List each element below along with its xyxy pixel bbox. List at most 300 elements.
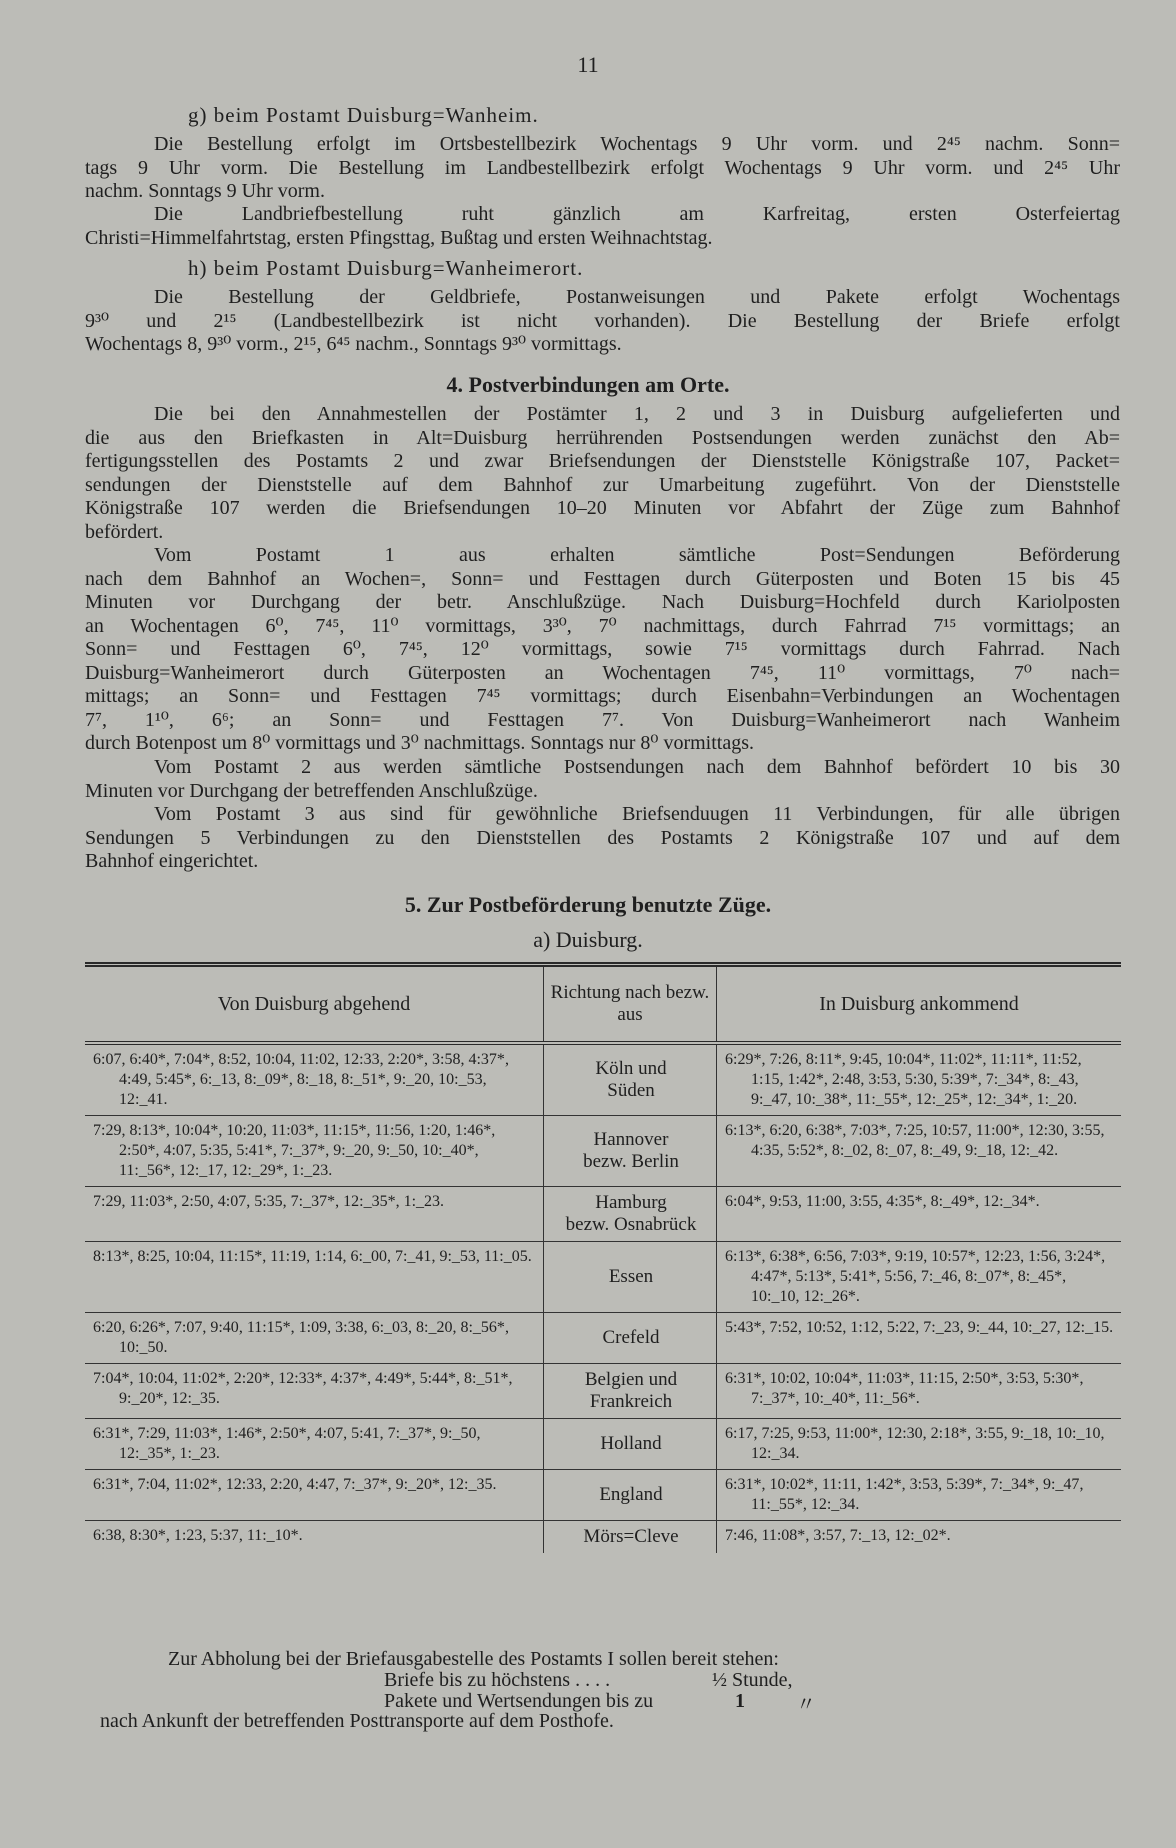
train-time: 5:13* bbox=[795, 1268, 832, 1285]
train-time: 9:_50 bbox=[440, 1425, 477, 1442]
train-time: 12:_34 bbox=[751, 1445, 796, 1462]
train-time: 6:_13 bbox=[199, 1071, 237, 1088]
train-time: 5:56 bbox=[884, 1268, 913, 1285]
direction-label: Holland bbox=[600, 1433, 662, 1454]
train-time: 4:07 bbox=[163, 1142, 192, 1159]
arriving-times: 6:13*, 6:38*, 6:56, 7:03*, 9:19, 10:57*, 12:23, 1:56, 3:24*, 4:47*, 5:13*, 5:41*, 5:56, 7:_46, 8:_07*, 8:_45*, 10:_10, 12:_26*. bbox=[717, 1242, 1122, 1313]
direction-label: Hamburg bbox=[595, 1192, 667, 1213]
train-time: 9:_47 bbox=[1042, 1476, 1080, 1493]
train-time: 11:56 bbox=[374, 1122, 411, 1139]
train-time: 9:_20* bbox=[395, 1476, 441, 1493]
text-line: Duisburg=Wanheimerort durch Güterposten an Wochentagen 7⁴⁵, 11⁰ vormittags, 7⁰ nach= bbox=[85, 661, 1120, 684]
train-time: 6:26* bbox=[129, 1319, 166, 1336]
train-time: 8:11* bbox=[805, 1051, 842, 1068]
departing-times: 7:04*, 10:04, 11:02*, 2:20*, 12:33*, 4:37*, 4:49*, 5:44*, 8:_51*, 9:_20*, 12:_35. bbox=[85, 1364, 544, 1419]
train-time: 1:_23 bbox=[403, 1193, 441, 1210]
train-time: 12:_26* bbox=[803, 1288, 856, 1305]
text-line: 7⁷, 1¹⁰, 6⁶; an Sonn= und Festtagen 7⁷. Von Duisburg=Wanheimerort nach Wanheim bbox=[85, 708, 1120, 731]
text-line: Sendungen 5 Verbindungen zu den Dienststellen des Postamts 2 Königstraße 107 und auf dem bbox=[85, 826, 1120, 849]
train-time: 9:_20* bbox=[119, 1390, 164, 1407]
section-5-heading: 5. Zur Postbeförderung benutzte Züge. bbox=[404, 892, 772, 917]
train-time: 11:00* bbox=[975, 1122, 1020, 1139]
train-time: 12:_42 bbox=[1009, 1142, 1055, 1159]
section-4-heading: 4. Postverbindungen am Orte. bbox=[446, 372, 730, 397]
text-line: nach dem Bahnhof an Wochen=, Sonn= und Festtagen durch Güterposten und Boten 15 bis 45 bbox=[85, 567, 1120, 590]
train-time: 11:_10* bbox=[246, 1527, 299, 1544]
train-time: 7:_41 bbox=[394, 1248, 432, 1265]
train-time: 2:50* bbox=[962, 1370, 999, 1387]
train-time: 11:03* bbox=[129, 1193, 174, 1210]
train-time: 12:_02* bbox=[894, 1527, 947, 1544]
train-time: 10:04* bbox=[173, 1122, 219, 1139]
train-time: 1:46* bbox=[225, 1425, 263, 1442]
train-time: 11:_56* bbox=[863, 1390, 916, 1407]
header-departing: Von Duisburg abgehend bbox=[85, 965, 544, 1044]
departing-times: 6:07, 6:40*, 7:04*, 8:52, 10:04, 11:02, 12:33, 2:20*, 3:58, 4:37*, 4:49, 5:45*, 6:_13, 8:_09*, 8:_18, 8:_51*, 9:_20, 10:_53, 12:_41. bbox=[85, 1043, 544, 1116]
train-time: 7:52 bbox=[769, 1319, 798, 1336]
section-g-paragraph-2 bbox=[85, 203, 1120, 250]
train-time: 11:03* bbox=[866, 1370, 911, 1387]
text-line: Christi=Himmelfahrtstag, ersten Pfingsttag, Bußtag und ersten Weihnachtstag. bbox=[85, 226, 713, 249]
direction bbox=[544, 1187, 717, 1242]
direction-label: Mörs=Cleve bbox=[583, 1526, 679, 1547]
text-line: fertigungsstellen des Postamts 2 und zwar Briefsendungen der Dienststelle Königstraße 107, Packet= bbox=[85, 450, 1120, 472]
text-line: an Wochentagen 6⁰, 7⁴⁵, 11⁰ vormittags, 3³⁰, 7⁰ nachmittags, durch Fahrrad 7¹⁵ vormittags; an bbox=[85, 614, 1120, 637]
departing-times: 6:20, 6:26*, 7:07, 9:40, 11:15*, 1:09, 3:38, 6:_03, 8:_20, 8:_56*, 10:_50. bbox=[85, 1313, 544, 1364]
text-line: die aus den Briefkasten in Alt=Duisburg herrührenden Postsendungen werden zunächst den Ab= bbox=[85, 426, 1120, 449]
train-time: 1:09 bbox=[298, 1319, 328, 1336]
train-time: 8:_43 bbox=[1038, 1071, 1075, 1088]
train-time: 10:04* bbox=[813, 1370, 859, 1387]
section-4-paragraph-2 bbox=[85, 544, 1120, 756]
train-time: 7:26 bbox=[769, 1051, 798, 1068]
train-time: 2:50 bbox=[181, 1193, 210, 1210]
train-time: 3:24* bbox=[1064, 1248, 1102, 1265]
section-g-heading: g) beim Postamt Duisburg=Wanheim. bbox=[188, 103, 539, 127]
table-row bbox=[85, 1364, 1121, 1419]
train-time: 1:56 bbox=[1028, 1248, 1057, 1265]
train-time: 4:35* bbox=[886, 1193, 923, 1210]
text-line: Vom Postamt 1 aus erhalten sämtliche Post=Sendungen Beförderung bbox=[154, 544, 1120, 566]
text-line: Die Landbriefbestellung ruht gänzlich am Karfreitag, ersten Osterfeiertag bbox=[154, 203, 1120, 225]
train-time: 5:39* bbox=[946, 1476, 983, 1493]
direction-label: Essen bbox=[608, 1266, 654, 1287]
train-time: 9:_44 bbox=[967, 1319, 1005, 1336]
train-time: 8:_56* bbox=[460, 1319, 505, 1336]
train-time: 11:08* bbox=[761, 1527, 806, 1544]
train-time: 12:_17 bbox=[178, 1162, 224, 1179]
train-time: 6:31* bbox=[725, 1370, 762, 1387]
train-time: 8:_51* bbox=[341, 1071, 386, 1088]
train-time: 12:33* bbox=[278, 1370, 323, 1387]
section-5-subheading: a) Duisburg. bbox=[533, 927, 643, 952]
train-time: 5:41* bbox=[839, 1268, 877, 1285]
train-time: 6:07 bbox=[93, 1051, 122, 1068]
train-time: 8:_51* bbox=[464, 1370, 509, 1387]
train-time: 1:_20 bbox=[1036, 1091, 1074, 1108]
text-line: mittags; an Sonn= und Festtagen 7⁴⁵ vormittags; durch Eisenbahn=Verbindungen an Wochentagen bbox=[85, 685, 1120, 707]
footer-letters-value: ½ Stunde, bbox=[712, 1669, 793, 1691]
train-time: 12:_15 bbox=[1064, 1319, 1110, 1336]
train-time: 4:47* bbox=[751, 1268, 788, 1285]
train-time: 12:30 bbox=[886, 1425, 923, 1442]
text-line: nachm. Sonntags 9 Uhr vorm. bbox=[85, 180, 325, 202]
train-time: 9:_47 bbox=[751, 1091, 788, 1108]
train-time: 1:_23 bbox=[291, 1162, 329, 1179]
train-time: 7:03* bbox=[850, 1248, 887, 1265]
train-time: 10:02* bbox=[769, 1476, 814, 1493]
train-time: 7:04* bbox=[93, 1370, 130, 1387]
direction-label: bezw. Berlin bbox=[583, 1151, 679, 1172]
train-time: 10:_10 bbox=[751, 1288, 796, 1305]
train-time: 7:25 bbox=[894, 1122, 924, 1139]
page-number: 11 bbox=[577, 52, 599, 77]
departing-times: 6:31*, 7:04, 11:02*, 12:33, 2:20, 4:47, 7:_37*, 9:_20*, 12:_35. bbox=[85, 1470, 544, 1521]
train-time: 10:_40* bbox=[803, 1390, 856, 1407]
train-time: 11:02* bbox=[181, 1370, 226, 1387]
direction-label: England bbox=[599, 1484, 663, 1505]
text-line: 9³⁰ und 2¹⁵ (Landbestellbezirk ist nicht vorhanden). Die Bestellung der Briefe erfolgt bbox=[85, 309, 1120, 332]
section-4-paragraph-1 bbox=[85, 403, 1120, 544]
train-time: 7:25 bbox=[761, 1425, 790, 1442]
train-time: 6:38 bbox=[93, 1527, 122, 1544]
train-time: 11:15* bbox=[322, 1122, 367, 1139]
train-time: 8:52 bbox=[218, 1051, 247, 1068]
train-time: 11:02 bbox=[299, 1051, 336, 1068]
train-time: 3:38 bbox=[335, 1319, 364, 1336]
train-time: 8:_09* bbox=[244, 1071, 289, 1088]
direction-label: Crefeld bbox=[602, 1327, 660, 1348]
footer-letters-label: Briefe bis zu höchstens . . . . bbox=[384, 1669, 611, 1691]
train-time: 1:_23 bbox=[179, 1445, 216, 1462]
train-time: 9:45 bbox=[849, 1051, 879, 1068]
train-time: 6:56 bbox=[813, 1248, 843, 1265]
text-line: Bahnhof eingerichtet. bbox=[85, 850, 259, 872]
train-time: 2:20 bbox=[270, 1476, 299, 1493]
table-row bbox=[85, 1187, 1121, 1242]
train-time: 5:35 bbox=[199, 1142, 229, 1159]
train-time: 11:15* bbox=[218, 1248, 263, 1265]
train-time: 2:18* bbox=[930, 1425, 968, 1442]
train-time: 3:58 bbox=[432, 1051, 461, 1068]
table-row bbox=[85, 1313, 1121, 1364]
train-time: 12:_41 bbox=[119, 1091, 164, 1108]
train-time: 2:20* bbox=[387, 1051, 425, 1068]
departing-times: 7:29, 11:03*, 2:50, 4:07, 5:35, 7:_37*, 12:_35*, 1:_23. bbox=[85, 1187, 544, 1242]
header-arriving: In Duisburg ankommend bbox=[717, 965, 1122, 1044]
departing-times: 6:31*, 7:29, 11:03*, 1:46*, 2:50*, 4:07, 5:41, 7:_37*, 9:_50, 12:_35*, 1:_23. bbox=[85, 1419, 544, 1470]
train-time: 10:_38* bbox=[795, 1091, 848, 1108]
train-time: 7:03* bbox=[850, 1122, 887, 1139]
train-time: 4:49 bbox=[119, 1071, 148, 1088]
train-time: 5:35 bbox=[254, 1193, 283, 1210]
train-time: 12:_35 bbox=[448, 1476, 493, 1493]
train-time: 4:37* bbox=[468, 1051, 505, 1068]
text-line: tags 9 Uhr vorm. Die Bestellung im Landbestellbezirk erfolgt Wochentags 9 Uhr vorm. und 2⁴⁵ Uhr bbox=[85, 156, 1120, 179]
train-time: 9:_18 bbox=[1011, 1425, 1049, 1442]
train-time: 11:_05 bbox=[483, 1248, 528, 1265]
direction-label: Frankreich bbox=[589, 1391, 673, 1412]
train-time: 8:_49* bbox=[930, 1193, 976, 1210]
footer-parcels-label: Pakete und Wertsendungen bis zu bbox=[384, 1690, 654, 1712]
section-4-paragraph-3 bbox=[85, 756, 1120, 803]
train-time: 5:41 bbox=[351, 1425, 380, 1442]
section-h-paragraph-1 bbox=[85, 286, 1120, 357]
train-time: 3:53 bbox=[868, 1071, 897, 1088]
train-time: 7:46 bbox=[725, 1527, 754, 1544]
text-line: durch Botenpost um 8⁰ vormittags und 3⁰ nachmittags. Sonntags nur 8⁰ vormittags. bbox=[85, 732, 754, 754]
train-time: 6:_00 bbox=[350, 1248, 387, 1265]
train-time: 6:17 bbox=[725, 1425, 754, 1442]
train-time: 4:07 bbox=[217, 1193, 247, 1210]
direction-label: bezw. Osnabrück bbox=[565, 1214, 697, 1235]
train-time: 9:_18 bbox=[965, 1142, 1002, 1159]
train-time: 12:30 bbox=[1027, 1122, 1065, 1139]
text-line: Wochentags 8, 9³⁰ vorm., 2¹⁵, 6⁴⁵ nachm., Sonntags 9³⁰ vormittags. bbox=[85, 333, 622, 355]
text-line: befördert. bbox=[85, 520, 164, 543]
train-time: 7:_37* bbox=[290, 1193, 336, 1210]
train-time: 6:31* bbox=[93, 1476, 130, 1493]
train-time: 6:_03 bbox=[371, 1319, 409, 1336]
train-time: 9:40 bbox=[210, 1319, 239, 1336]
train-time: 12:_29* bbox=[231, 1162, 284, 1179]
train-time: 3:53 bbox=[1006, 1370, 1035, 1387]
train-time: 5:30 bbox=[904, 1071, 934, 1088]
train-time: 11:15 bbox=[918, 1370, 955, 1387]
header-direction: Richtung nach bezw. aus bbox=[544, 965, 717, 1044]
train-time: 1:42* bbox=[787, 1071, 824, 1088]
train-time: 11:15* bbox=[246, 1319, 291, 1336]
train-time: 11:00* bbox=[834, 1425, 879, 1442]
departing-times: 6:38, 8:30*, 1:23, 5:37, 11:_10*. bbox=[85, 1521, 544, 1554]
train-time: 6:13* bbox=[725, 1122, 762, 1139]
train-time: 7:07 bbox=[173, 1319, 203, 1336]
train-time: 10:04 bbox=[173, 1248, 211, 1265]
train-schedule-table bbox=[85, 962, 1121, 1553]
train-time: 9:53 bbox=[769, 1193, 798, 1210]
train-time: 11:52 bbox=[1041, 1051, 1078, 1068]
train-time: 10:_27 bbox=[1012, 1319, 1057, 1336]
table-row bbox=[85, 1521, 1121, 1554]
text-line: Königstraße 107 werden die Briefsendungen 10–20 Minuten vor Abfahrt der Züge zum Bahnhof bbox=[85, 497, 1120, 519]
train-time: 5:37 bbox=[210, 1527, 239, 1544]
train-time: 11:03* bbox=[173, 1425, 218, 1442]
train-time: 5:52* bbox=[787, 1142, 824, 1159]
train-time: 12:_34 bbox=[810, 1496, 856, 1513]
train-time: 8:_07* bbox=[965, 1268, 1010, 1285]
table-header-row bbox=[85, 965, 1121, 1044]
train-time: 5:30* bbox=[1042, 1370, 1080, 1387]
train-time: 9:19 bbox=[894, 1248, 924, 1265]
train-time: 1:14 bbox=[314, 1248, 343, 1265]
arriving-times: 6:31*, 10:02, 10:04*, 11:03*, 11:15, 2:50*, 3:53, 5:30*, 7:_37*, 10:_40*, 11:_56*. bbox=[717, 1364, 1122, 1419]
text-line: sendungen der Dienststelle auf dem Bahnhof zur Umarbeitung zugeführt. Von der Dienststelle bbox=[85, 473, 1120, 496]
train-time: 8:_18 bbox=[296, 1071, 334, 1088]
text-line: Die Bestellung erfolgt im Ortsbestellbezirk Wochentags 9 Uhr vorm. und 2⁴⁵ nachm. Sonn= bbox=[154, 133, 1120, 155]
train-time: 11:02* bbox=[173, 1476, 218, 1493]
train-time: 11:11 bbox=[821, 1476, 858, 1493]
table-row bbox=[85, 1242, 1121, 1313]
train-time: 6:29* bbox=[725, 1051, 762, 1068]
train-time: 7:_34* bbox=[990, 1476, 1035, 1493]
train-time: 6:38* bbox=[805, 1122, 843, 1139]
train-time: 6:04* bbox=[725, 1193, 762, 1210]
direction bbox=[544, 1242, 717, 1313]
train-time: 6:38* bbox=[769, 1248, 806, 1265]
text-line: Vom Postamt 3 aus sind für gewöhnliche Briefsenduugen 11 Verbindungen, für alle übrigen bbox=[154, 803, 1120, 825]
table-row bbox=[85, 1116, 1121, 1187]
train-time: 10:04* bbox=[886, 1051, 931, 1068]
train-time: 12:_35 bbox=[171, 1390, 216, 1407]
arriving-times: 6:29*, 7:26, 8:11*, 9:45, 10:04*, 11:02*, 11:11*, 11:52, 1:15, 1:42*, 2:48, 3:53, 5:30, 5:39*, 7:_34*, 8:_43, 9:_47, 10:_38*, 11:_55*, 12:_25*, 12:_34*, 1:_20. bbox=[725, 1051, 1082, 1108]
train-time: 8:_02 bbox=[831, 1142, 869, 1159]
train-time: 7:04* bbox=[173, 1051, 211, 1068]
train-time: 8:_49 bbox=[920, 1142, 958, 1159]
train-time: 8:_20 bbox=[416, 1319, 453, 1336]
train-time: 7:29 bbox=[137, 1425, 166, 1442]
arriving-times: 6:04*, 9:53, 11:00, 3:55, 4:35*, 8:_49*, 12:_34*. bbox=[717, 1187, 1122, 1242]
train-time: 8:30* bbox=[129, 1527, 166, 1544]
train-time: 8:_45* bbox=[1017, 1268, 1063, 1285]
train-time: 4:07 bbox=[314, 1425, 344, 1442]
train-time: 2:20* bbox=[233, 1370, 271, 1387]
text-line: Minuten vor Durchgang der betreffenden Anschlußzüge. bbox=[85, 779, 538, 802]
table-row bbox=[85, 1470, 1121, 1521]
train-time: 5:41* bbox=[236, 1142, 273, 1159]
train-time: 7:_37* bbox=[280, 1142, 326, 1159]
text-line: Sonn= und Festtagen 6⁰, 7⁴⁵, 12⁰ vormittags, sowie 7¹⁵ vormittags durch Fahrrad. Nach bbox=[85, 638, 1120, 660]
train-time: 9:_53 bbox=[439, 1248, 476, 1265]
train-time: 6:20 bbox=[769, 1122, 798, 1139]
train-time: 2:48 bbox=[831, 1071, 861, 1088]
train-time: 12:_34* bbox=[983, 1193, 1036, 1210]
train-time: 12:_35* bbox=[343, 1193, 396, 1210]
train-time: 12:_25* bbox=[915, 1091, 969, 1108]
train-time: 10:52 bbox=[805, 1319, 843, 1336]
departing-times: 8:13*, 8:25, 10:04, 11:15*, 11:19, 1:14, 6:_00, 7:_41, 9:_53, 11:_05. bbox=[85, 1242, 544, 1313]
train-time: 12:33 bbox=[343, 1051, 380, 1068]
train-time: 11:_56* bbox=[119, 1162, 171, 1179]
arriving-times: 6:31*, 10:02*, 11:11, 1:42*, 3:53, 5:39*, 7:_34*, 9:_47, 11:_55*, 12:_34. bbox=[717, 1470, 1122, 1521]
train-time: 7:_37* bbox=[751, 1390, 796, 1407]
train-time: 4:49* bbox=[375, 1370, 412, 1387]
train-time: 7:29 bbox=[93, 1193, 122, 1210]
train-time: 2:50* bbox=[119, 1142, 156, 1159]
direction-label: Köln und bbox=[595, 1058, 667, 1079]
train-time: 9:53 bbox=[797, 1425, 827, 1442]
arriving-times: 6:13*, 6:20, 6:38*, 7:03*, 7:25, 10:57, 11:00*, 12:30, 3:55, 4:35, 5:52*, 8:_02, 8:_07, 8:_49, 9:_18, 12:_42. bbox=[717, 1116, 1122, 1187]
table-row bbox=[85, 1043, 1121, 1116]
train-time: 7:_46 bbox=[920, 1268, 958, 1285]
train-time: 10:57* bbox=[931, 1248, 976, 1265]
train-time: 10:_10 bbox=[1056, 1425, 1101, 1442]
train-time: 7:04 bbox=[137, 1476, 166, 1493]
train-time: 7:_37* bbox=[343, 1476, 388, 1493]
train-time: 7:_23 bbox=[923, 1319, 960, 1336]
train-time: 7:_34* bbox=[985, 1071, 1031, 1088]
train-time: 9:_20 bbox=[333, 1142, 370, 1159]
train-time: 10:04 bbox=[137, 1370, 174, 1387]
train-time: 3:55 bbox=[975, 1425, 1004, 1442]
direction bbox=[544, 1313, 717, 1364]
direction bbox=[544, 1116, 717, 1187]
footer-parcels-value: 1 bbox=[735, 1690, 745, 1712]
train-time: 10:02 bbox=[769, 1370, 806, 1387]
direction-label: Hannover bbox=[593, 1129, 669, 1150]
train-time: 12:_34* bbox=[976, 1091, 1029, 1108]
train-time: 1:46* bbox=[454, 1122, 492, 1139]
direction bbox=[544, 1470, 717, 1521]
train-time: 9:_50 bbox=[377, 1142, 415, 1159]
train-time: 10:57 bbox=[931, 1122, 968, 1139]
train-time: 11:_55* bbox=[751, 1496, 803, 1513]
text-line: Die Bestellung der Geldbriefe, Postanweisungen und Pakete erfolgt Wochentags bbox=[154, 286, 1120, 308]
train-time: 12:23 bbox=[983, 1248, 1021, 1265]
arriving-times: 6:17, 7:25, 9:53, 11:00*, 12:30, 2:18*, 3:55, 9:_18, 10:_10, 12:_34. bbox=[717, 1419, 1122, 1470]
footer-closing: nach Ankunft der betreffenden Posttransporte auf dem Posthofe. bbox=[100, 1710, 614, 1732]
arriving-times: 5:43*, 7:52, 10:52, 1:12, 5:22, 7:_23, 9:_44, 10:_27, 12:_15. bbox=[717, 1313, 1122, 1364]
text-line: Die bei den Annahmestellen der Postämter 1, 2 und 3 in Duisburg aufgelieferten und bbox=[154, 403, 1120, 425]
train-time: 6:40* bbox=[129, 1051, 166, 1068]
train-time: 10:_53 bbox=[438, 1071, 483, 1088]
section-4-paragraph-4 bbox=[85, 803, 1120, 874]
train-time: 3:57 bbox=[813, 1527, 842, 1544]
text-line: Vom Postamt 2 aus werden sämtliche Postsendungen nach dem Bahnhof befördert 10 bis 30 bbox=[154, 756, 1120, 778]
train-time: 11:03* bbox=[270, 1122, 315, 1139]
train-time: 8:13* bbox=[93, 1248, 130, 1265]
train-time: 12:_35* bbox=[119, 1445, 172, 1462]
train-time: 4:35 bbox=[751, 1142, 780, 1159]
direction-label: Süden bbox=[607, 1080, 655, 1101]
train-time: 1:42* bbox=[865, 1476, 902, 1493]
train-time: 3:55 bbox=[849, 1193, 879, 1210]
train-time: 5:43* bbox=[725, 1319, 762, 1336]
direction bbox=[544, 1043, 717, 1116]
direction bbox=[544, 1521, 717, 1554]
train-time: 9:_20 bbox=[393, 1071, 431, 1088]
train-time: 8:13* bbox=[129, 1122, 166, 1139]
train-time: 3:53 bbox=[909, 1476, 939, 1493]
train-time: 7:29 bbox=[93, 1122, 122, 1139]
train-time: 8:_07 bbox=[876, 1142, 913, 1159]
train-time: 11:00 bbox=[805, 1193, 842, 1210]
train-time: 10:_40* bbox=[422, 1142, 475, 1159]
train-time: 3:55 bbox=[1072, 1122, 1101, 1139]
train-time: 10:20 bbox=[226, 1122, 263, 1139]
text-line: Minuten vor Durchgang der betr. Anschlußzüge. Nach Duisburg=Hochfeld durch Kariolposten bbox=[85, 591, 1120, 613]
train-time: 11:02* bbox=[938, 1051, 983, 1068]
train-time: 11:_55* bbox=[855, 1091, 908, 1108]
direction bbox=[544, 1364, 717, 1419]
train-time: 1:12 bbox=[850, 1319, 879, 1336]
train-time: 6:31* bbox=[725, 1476, 762, 1493]
train-time: 6:13* bbox=[725, 1248, 762, 1265]
footer-parcels-unit: 〃 bbox=[796, 1694, 816, 1716]
train-time: 5:44* bbox=[419, 1370, 457, 1387]
train-time: 6:20 bbox=[93, 1319, 122, 1336]
train-time: 1:23 bbox=[173, 1527, 203, 1544]
train-time: 11:11* bbox=[990, 1051, 1034, 1068]
train-time: 11:19 bbox=[270, 1248, 307, 1265]
section-g-paragraph-1 bbox=[85, 133, 1120, 204]
arriving-times: 7:46, 11:08*, 3:57, 7:_13, 12:_02*. bbox=[717, 1521, 1122, 1554]
train-time: 6:31* bbox=[93, 1425, 130, 1442]
train-time: 8:25 bbox=[137, 1248, 166, 1265]
train-time: 10:04 bbox=[254, 1051, 292, 1068]
departing-times: 7:29, 8:13*, 10:04*, 10:20, 11:03*, 11:15*, 11:56, 1:20, 1:46*, 2:50*, 4:07, 5:35, 5:41*, 7:_37*, 9:_20, 9:_50, 10:_40*, 11:_56*, 12:_17, 12:_29*, 1:_23. bbox=[85, 1116, 544, 1187]
train-time: 7:_13 bbox=[849, 1527, 887, 1544]
train-time: 1:20 bbox=[418, 1122, 447, 1139]
